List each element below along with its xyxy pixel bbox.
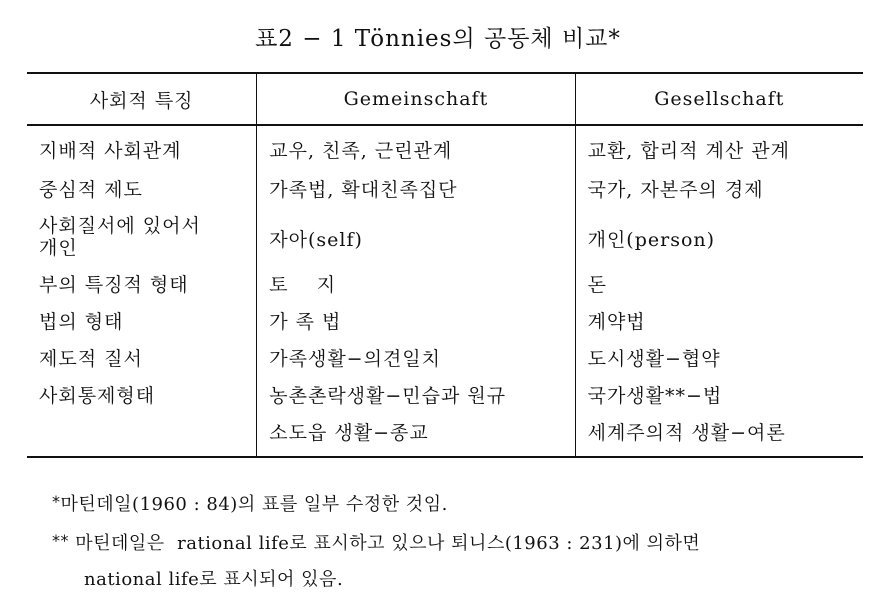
cell-gemeinschaft: 소도읍 생활−종교	[257, 418, 575, 457]
cell-gemeinschaft: 가족법, 확대친족집단	[257, 175, 575, 212]
table-row	[27, 307, 863, 344]
table-row	[27, 344, 863, 381]
cell-gesellschaft: 도시생활−협약	[587, 348, 721, 370]
header-gesellschaft: Gesellschaft	[575, 73, 863, 125]
header-social-feature: 사회적 특징	[27, 73, 257, 125]
table-row	[27, 270, 863, 307]
cell-gesellschaft: 개인(person)	[587, 229, 716, 251]
cell-feature: 부의 특징적 형태	[27, 270, 257, 307]
comparison-table-container	[27, 72, 863, 458]
cell-gesellschaft: 계약법	[587, 311, 646, 333]
footnote-1	[52, 484, 700, 523]
cell-gesellschaft: 교환, 합리적 계산 관계	[587, 140, 790, 162]
cell-gemeinschaft: 가 족 법	[257, 307, 575, 344]
table-row	[27, 125, 863, 175]
footnote-2-continuation: national life로 표시되어 있음.	[84, 569, 344, 590]
table-header-row	[27, 73, 863, 125]
cell-feature	[27, 418, 257, 457]
cell-feature: 사회통제형태	[27, 381, 257, 418]
cell-gemeinschaft: 토 지	[257, 270, 575, 307]
cell-gesellschaft: 국가생활**−법	[587, 385, 723, 407]
cell-gemeinschaft: 가족생활−의견일치	[257, 344, 575, 381]
cell-feature: 제도적 질서	[27, 344, 257, 381]
cell-feature: 사회질서에 있어서 개인	[27, 212, 257, 270]
cell-feature: 법의 형태	[27, 307, 257, 344]
cell-gemeinschaft: 교우, 친족, 근린관계	[257, 125, 575, 175]
cell-feature: 중심적 제도	[27, 175, 257, 212]
footnote-2-mark: **	[52, 531, 69, 550]
footnote-2	[52, 523, 700, 562]
table-row	[27, 381, 863, 418]
footnote-2-text: 마틴데일은 rational life로 표시하고 있으나 퇴니스(1963 : 231)에 의하면	[69, 533, 701, 554]
cell-gemeinschaft: 농촌촌락생활−민습과 원규	[257, 381, 575, 418]
table-title: 표2 − 1 Tönnies의 공동체 비교*	[255, 26, 621, 52]
header-gemeinschaft: Gemeinschaft	[257, 73, 575, 125]
cell-gesellschaft: 돈	[587, 274, 607, 296]
cell-feature: 지배적 사회관계	[27, 125, 257, 175]
cell-gesellschaft: 세계주의적 생활−여론	[587, 422, 786, 444]
table-row	[27, 418, 863, 457]
footnote-1-mark: *	[52, 492, 61, 511]
cell-gemeinschaft: 자아(self)	[257, 212, 575, 270]
comparison-table	[27, 72, 863, 458]
cell-gesellschaft: 국가, 자본주의 경제	[587, 179, 764, 201]
table-row	[27, 212, 863, 270]
table-row	[27, 175, 863, 212]
footnote-1-text: 마틴데일(1960 : 84)의 표를 일부 수정한 것임.	[60, 494, 448, 515]
footnotes	[52, 484, 700, 598]
